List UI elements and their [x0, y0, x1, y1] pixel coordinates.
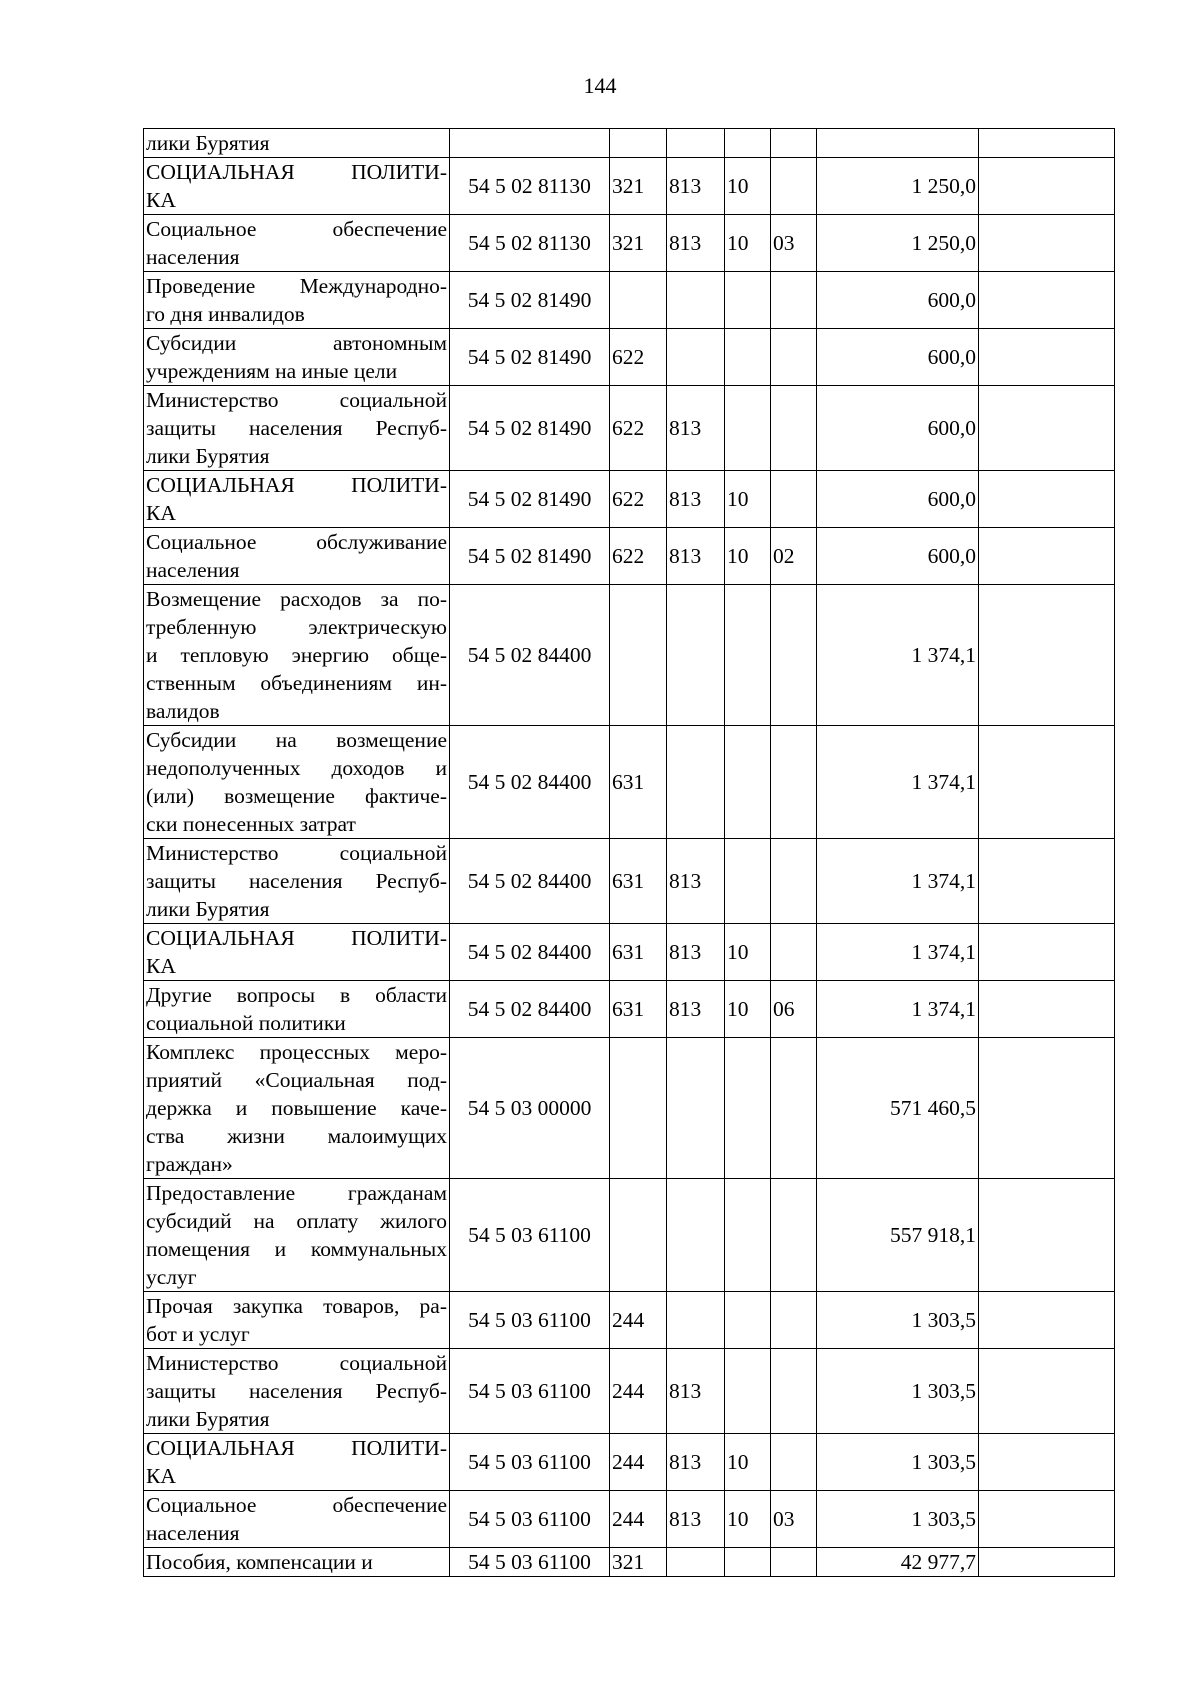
subsection-cell [771, 471, 817, 528]
subsection-cell: 03 [771, 1491, 817, 1548]
amount-cell: 600,0 [817, 272, 979, 329]
item-name-line: помещения и коммунальных [146, 1237, 447, 1261]
item-name-line: населения [146, 245, 240, 269]
ministry-code-cell [667, 1292, 725, 1349]
target-code-cell: 54 5 03 61100 [450, 1434, 610, 1491]
ministry-code-cell [667, 1548, 725, 1577]
empty-cell [979, 1179, 1115, 1292]
amount-cell: 600,0 [817, 528, 979, 585]
item-name-line: держка и повышение каче- [146, 1096, 447, 1120]
item-name-cell [144, 158, 450, 215]
section-cell: 10 [725, 158, 771, 215]
item-name-line: го дня инвалидов [146, 302, 305, 326]
section-cell [725, 1038, 771, 1179]
target-code-cell [450, 129, 610, 158]
item-name-line: Социальное обеспечение [146, 217, 447, 241]
table-row [144, 981, 1115, 1038]
expense-type-cell: 622 [610, 528, 667, 585]
amount-cell: 1 374,1 [817, 585, 979, 726]
section-cell [725, 272, 771, 329]
empty-cell [979, 924, 1115, 981]
item-name-line: (или) возмещение фактиче- [146, 784, 447, 808]
target-code-cell: 54 5 02 81490 [450, 386, 610, 471]
item-name-line: лики Бурятия [146, 131, 270, 155]
target-code-cell: 54 5 03 00000 [450, 1038, 610, 1179]
page-number: 144 [583, 73, 617, 98]
expense-type-cell: 244 [610, 1349, 667, 1434]
ministry-code-cell: 813 [667, 981, 725, 1038]
item-name-line: услуг [146, 1265, 197, 1289]
table-row [144, 158, 1115, 215]
item-name-line: ственным объединениям ин- [146, 671, 447, 695]
section-cell [725, 1548, 771, 1577]
item-name-line: учреждениям на иные цели [146, 359, 398, 383]
section-cell [725, 839, 771, 924]
section-cell: 10 [725, 528, 771, 585]
empty-cell [979, 839, 1115, 924]
item-name-cell [144, 272, 450, 329]
amount-cell: 600,0 [817, 329, 979, 386]
item-name-cell [144, 1292, 450, 1349]
ministry-code-cell [667, 726, 725, 839]
table-row [144, 471, 1115, 528]
item-name-line: лики Бурятия [146, 444, 270, 468]
amount-cell: 600,0 [817, 471, 979, 528]
amount-cell: 1 374,1 [817, 924, 979, 981]
empty-cell [979, 585, 1115, 726]
item-name-line: Возмещение расходов за по- [146, 587, 447, 611]
table-row [144, 1434, 1115, 1491]
item-name-line: населения [146, 558, 240, 582]
section-cell: 10 [725, 1434, 771, 1491]
table-row [144, 272, 1115, 329]
amount-cell: 600,0 [817, 386, 979, 471]
item-name-text [146, 215, 447, 271]
expense-type-cell [610, 1038, 667, 1179]
target-code-cell: 54 5 02 81490 [450, 471, 610, 528]
item-name-cell [144, 585, 450, 726]
ministry-code-cell: 813 [667, 839, 725, 924]
item-name-line: Комплекс процессных меро- [146, 1040, 447, 1064]
item-name-text [146, 1434, 447, 1490]
expense-type-cell: 321 [610, 158, 667, 215]
ministry-code-cell: 813 [667, 1349, 725, 1434]
table-row [144, 1292, 1115, 1349]
table-row [144, 726, 1115, 839]
item-name-line: приятий «Социальная под- [146, 1068, 447, 1092]
item-name-cell [144, 329, 450, 386]
item-name-line: защиты населения Респуб- [146, 869, 447, 893]
item-name-text [146, 726, 447, 838]
item-name-text [146, 839, 447, 923]
expense-type-cell: 622 [610, 386, 667, 471]
ministry-code-cell: 813 [667, 471, 725, 528]
item-name-cell [144, 471, 450, 528]
empty-cell [979, 981, 1115, 1038]
ministry-code-cell [667, 585, 725, 726]
ministry-code-cell [667, 272, 725, 329]
table-row [144, 1038, 1115, 1179]
item-name-line: Социальное обслуживание [146, 530, 447, 554]
section-cell [725, 1179, 771, 1292]
empty-cell [979, 1434, 1115, 1491]
item-name-line: социальной политики [146, 1011, 346, 1035]
amount-cell: 1 374,1 [817, 726, 979, 839]
table-row [144, 386, 1115, 471]
empty-cell [979, 471, 1115, 528]
target-code-cell: 54 5 02 81490 [450, 329, 610, 386]
item-name-text [146, 924, 447, 980]
table-row [144, 839, 1115, 924]
subsection-cell [771, 129, 817, 158]
ministry-code-cell [667, 1179, 725, 1292]
ministry-code-cell: 813 [667, 386, 725, 471]
item-name-line: КА [146, 1464, 176, 1488]
subsection-cell [771, 1548, 817, 1577]
item-name-line: граждан» [146, 1152, 233, 1176]
empty-cell [979, 215, 1115, 272]
item-name-text [146, 1491, 447, 1547]
subsection-cell [771, 329, 817, 386]
expense-type-cell [610, 1179, 667, 1292]
item-name-line: СОЦИАЛЬНАЯ ПОЛИТИ- [146, 926, 447, 950]
subsection-cell [771, 272, 817, 329]
amount-cell: 1 303,5 [817, 1349, 979, 1434]
expense-type-cell: 244 [610, 1491, 667, 1548]
subsection-cell [771, 839, 817, 924]
target-code-cell: 54 5 02 84400 [450, 585, 610, 726]
section-cell: 10 [725, 215, 771, 272]
item-name-text [146, 272, 447, 328]
item-name-text [146, 329, 447, 385]
expense-type-cell [610, 272, 667, 329]
expense-type-cell [610, 129, 667, 158]
target-code-cell: 54 5 03 61100 [450, 1491, 610, 1548]
item-name-line: защиты населения Респуб- [146, 416, 447, 440]
section-cell: 10 [725, 1491, 771, 1548]
item-name-line: КА [146, 954, 176, 978]
target-code-cell: 54 5 03 61100 [450, 1548, 610, 1577]
item-name-cell [144, 726, 450, 839]
item-name-line: Пособия, компенсации и [146, 1550, 373, 1574]
ministry-code-cell: 813 [667, 528, 725, 585]
amount-cell: 1 250,0 [817, 158, 979, 215]
section-cell [725, 1292, 771, 1349]
amount-cell: 1 303,5 [817, 1292, 979, 1349]
section-cell [725, 726, 771, 839]
amount-cell: 1 303,5 [817, 1491, 979, 1548]
target-code-cell: 54 5 03 61100 [450, 1179, 610, 1292]
target-code-cell: 54 5 02 81490 [450, 528, 610, 585]
section-cell [725, 585, 771, 726]
ministry-code-cell: 813 [667, 158, 725, 215]
expense-type-cell: 622 [610, 471, 667, 528]
expense-type-cell: 244 [610, 1292, 667, 1349]
ministry-code-cell: 813 [667, 1434, 725, 1491]
item-name-cell [144, 839, 450, 924]
empty-cell [979, 1292, 1115, 1349]
item-name-line: Проведение Международно- [146, 274, 447, 298]
item-name-cell [144, 924, 450, 981]
subsection-cell [771, 1349, 817, 1434]
table-row [144, 585, 1115, 726]
item-name-line: лики Бурятия [146, 1407, 270, 1431]
subsection-cell [771, 924, 817, 981]
item-name-text [146, 386, 447, 470]
section-cell: 10 [725, 924, 771, 981]
target-code-cell: 54 5 03 61100 [450, 1349, 610, 1434]
expense-type-cell: 321 [610, 1548, 667, 1577]
target-code-cell: 54 5 02 84400 [450, 726, 610, 839]
item-name-cell [144, 1491, 450, 1548]
expense-type-cell: 631 [610, 726, 667, 839]
ministry-code-cell [667, 329, 725, 386]
amount-cell: 1 303,5 [817, 1434, 979, 1491]
empty-cell [979, 129, 1115, 158]
item-name-line: КА [146, 188, 176, 212]
item-name-line: Субсидии автономным [146, 331, 447, 355]
item-name-line: Министерство социальной [146, 388, 447, 412]
section-cell [725, 1349, 771, 1434]
empty-cell [979, 386, 1115, 471]
subsection-cell [771, 1292, 817, 1349]
empty-cell [979, 329, 1115, 386]
item-name-line: ства жизни малоимущих [146, 1124, 447, 1148]
table-row [144, 129, 1115, 158]
amount-cell: 557 918,1 [817, 1179, 979, 1292]
item-name-text [146, 1292, 447, 1348]
item-name-line: населения [146, 1521, 240, 1545]
table-row [144, 924, 1115, 981]
amount-cell: 571 460,5 [817, 1038, 979, 1179]
item-name-text [146, 1548, 447, 1576]
item-name-cell [144, 386, 450, 471]
target-code-cell: 54 5 03 61100 [450, 1292, 610, 1349]
item-name-cell [144, 1349, 450, 1434]
item-name-cell [144, 215, 450, 272]
section-cell: 10 [725, 471, 771, 528]
amount-cell: 1 374,1 [817, 981, 979, 1038]
section-cell [725, 129, 771, 158]
ministry-code-cell: 813 [667, 215, 725, 272]
item-name-line: бот и услуг [146, 1322, 250, 1346]
item-name-line: Министерство социальной [146, 1351, 447, 1375]
empty-cell [979, 272, 1115, 329]
item-name-cell [144, 981, 450, 1038]
budget-table [143, 128, 1115, 1577]
item-name-text [146, 528, 447, 584]
target-code-cell: 54 5 02 81130 [450, 215, 610, 272]
item-name-line: и тепловую энергию обще- [146, 643, 447, 667]
item-name-line: валидов [146, 699, 220, 723]
subsection-cell [771, 158, 817, 215]
item-name-text [146, 1179, 447, 1291]
section-cell [725, 329, 771, 386]
subsection-cell [771, 1434, 817, 1491]
ministry-code-cell [667, 1038, 725, 1179]
empty-cell [979, 1038, 1115, 1179]
item-name-line: СОЦИАЛЬНАЯ ПОЛИТИ- [146, 160, 447, 184]
subsection-cell [771, 726, 817, 839]
item-name-line: требленную электрическую [146, 615, 447, 639]
target-code-cell: 54 5 02 81130 [450, 158, 610, 215]
subsection-cell [771, 585, 817, 726]
item-name-line: Субсидии на возмещение [146, 728, 447, 752]
empty-cell [979, 1349, 1115, 1434]
expense-type-cell: 244 [610, 1434, 667, 1491]
table-row [144, 1548, 1115, 1577]
target-code-cell: 54 5 02 84400 [450, 981, 610, 1038]
item-name-line: ски понесенных затрат [146, 812, 356, 836]
expense-type-cell: 631 [610, 839, 667, 924]
item-name-text [146, 585, 447, 725]
table-row [144, 1349, 1115, 1434]
item-name-text [146, 129, 447, 157]
item-name-line: субсидий на оплату жилого [146, 1209, 447, 1233]
item-name-text [146, 158, 447, 214]
subsection-cell [771, 1038, 817, 1179]
target-code-cell: 54 5 02 84400 [450, 924, 610, 981]
empty-cell [979, 528, 1115, 585]
amount-cell: 1 250,0 [817, 215, 979, 272]
item-name-cell [144, 528, 450, 585]
item-name-line: защиты населения Респуб- [146, 1379, 447, 1403]
item-name-line: Социальное обеспечение [146, 1493, 447, 1517]
subsection-cell [771, 386, 817, 471]
item-name-cell [144, 1434, 450, 1491]
expense-type-cell: 622 [610, 329, 667, 386]
table-row [144, 528, 1115, 585]
expense-type-cell: 321 [610, 215, 667, 272]
empty-cell [979, 726, 1115, 839]
item-name-line: СОЦИАЛЬНАЯ ПОЛИТИ- [146, 473, 447, 497]
ministry-code-cell: 813 [667, 1491, 725, 1548]
ministry-code-cell [667, 129, 725, 158]
expense-type-cell: 631 [610, 981, 667, 1038]
empty-cell [979, 1548, 1115, 1577]
item-name-cell [144, 1548, 450, 1577]
target-code-cell: 54 5 02 84400 [450, 839, 610, 924]
item-name-line: лики Бурятия [146, 897, 270, 921]
subsection-cell: 03 [771, 215, 817, 272]
item-name-line: Министерство социальной [146, 841, 447, 865]
amount-cell: 1 374,1 [817, 839, 979, 924]
item-name-line: Прочая закупка товаров, ра- [146, 1294, 447, 1318]
item-name-text [146, 1349, 447, 1433]
expense-type-cell [610, 585, 667, 726]
item-name-text [146, 981, 447, 1037]
item-name-cell [144, 1179, 450, 1292]
item-name-line: Другие вопросы в области [146, 983, 447, 1007]
item-name-line: недополученных доходов и [146, 756, 447, 780]
expense-type-cell: 631 [610, 924, 667, 981]
item-name-line: КА [146, 501, 176, 525]
subsection-cell: 02 [771, 528, 817, 585]
target-code-cell: 54 5 02 81490 [450, 272, 610, 329]
ministry-code-cell: 813 [667, 924, 725, 981]
table-row [144, 215, 1115, 272]
item-name-text [146, 471, 447, 527]
section-cell [725, 386, 771, 471]
subsection-cell [771, 1179, 817, 1292]
table-row [144, 1179, 1115, 1292]
subsection-cell: 06 [771, 981, 817, 1038]
table-row [144, 329, 1115, 386]
item-name-cell [144, 1038, 450, 1179]
amount-cell: 42 977,7 [817, 1548, 979, 1577]
section-cell: 10 [725, 981, 771, 1038]
item-name-cell [144, 129, 450, 158]
empty-cell [979, 1491, 1115, 1548]
amount-cell [817, 129, 979, 158]
empty-cell [979, 158, 1115, 215]
table-row [144, 1491, 1115, 1548]
item-name-line: Предоставление гражданам [146, 1181, 447, 1205]
item-name-line: СОЦИАЛЬНАЯ ПОЛИТИ- [146, 1436, 447, 1460]
item-name-text [146, 1038, 447, 1178]
